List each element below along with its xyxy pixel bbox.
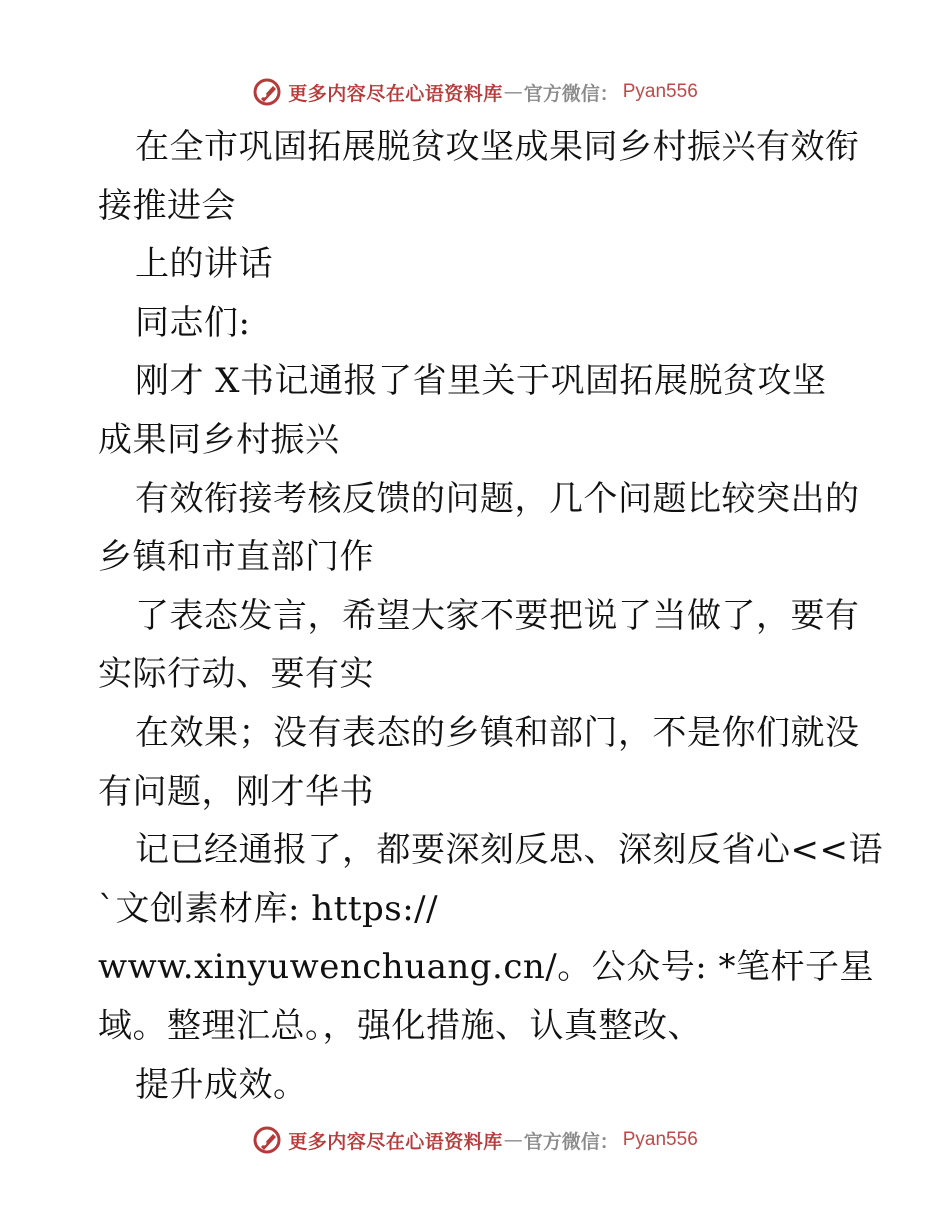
text-line: www.xinyuwenchuang.cn/。公众号: *笔杆子星	[98, 947, 874, 988]
text-line: 上的讲话	[135, 244, 273, 285]
text-line: 有效衔接考核反馈的问题，几个问题比较突出的	[135, 478, 860, 519]
pen-logo-icon	[252, 1125, 282, 1155]
wechat-id: Pyan556	[622, 81, 698, 102]
wechat-id: Pyan556	[622, 1129, 698, 1150]
pen-logo-icon	[252, 77, 282, 107]
text-line: 有问题，刚才华书	[98, 771, 374, 812]
text-line: 域。整理汇总。，强化措施、认真整改、	[98, 1005, 702, 1046]
banner-text: 更多内容尽在心语资料库	[288, 82, 503, 105]
text-line: 接推进会	[98, 185, 236, 226]
text-line: 成果同乡村振兴	[98, 419, 340, 460]
text-line: `文创素材库: https://	[98, 888, 439, 929]
header-banner	[0, 72, 950, 112]
text-line: 提升成效。	[135, 1064, 308, 1105]
banner-text: 更多内容尽在心语资料库	[288, 1130, 503, 1153]
banner-dash: —	[503, 1129, 523, 1151]
banner-dash: —	[503, 81, 523, 103]
text-line: 刚才 X书记通报了省里关于巩固拓展脱贫攻坚	[135, 361, 827, 402]
wechat-label: 官方微信：	[523, 1130, 619, 1153]
text-line: 记已经通报了，都要深刻反思、深刻反省心<<语	[135, 830, 883, 871]
text-line: 在全市巩固拓展脱贫攻坚成果同乡村振兴有效衔	[135, 127, 860, 167]
text-line: 了表态发言，希望大家不要把说了当做了，要有	[135, 595, 860, 636]
document-body	[98, 118, 883, 1114]
text-line: 同志们:	[135, 302, 251, 343]
text-line: 实际行动、要有实	[98, 654, 374, 695]
wechat-label: 官方微信：	[523, 82, 619, 105]
text-line: 在效果；没有表态的乡镇和部门，不是你们就没	[135, 712, 860, 753]
footer-banner	[0, 1120, 950, 1160]
text-line: 乡镇和市直部门作	[98, 537, 374, 578]
